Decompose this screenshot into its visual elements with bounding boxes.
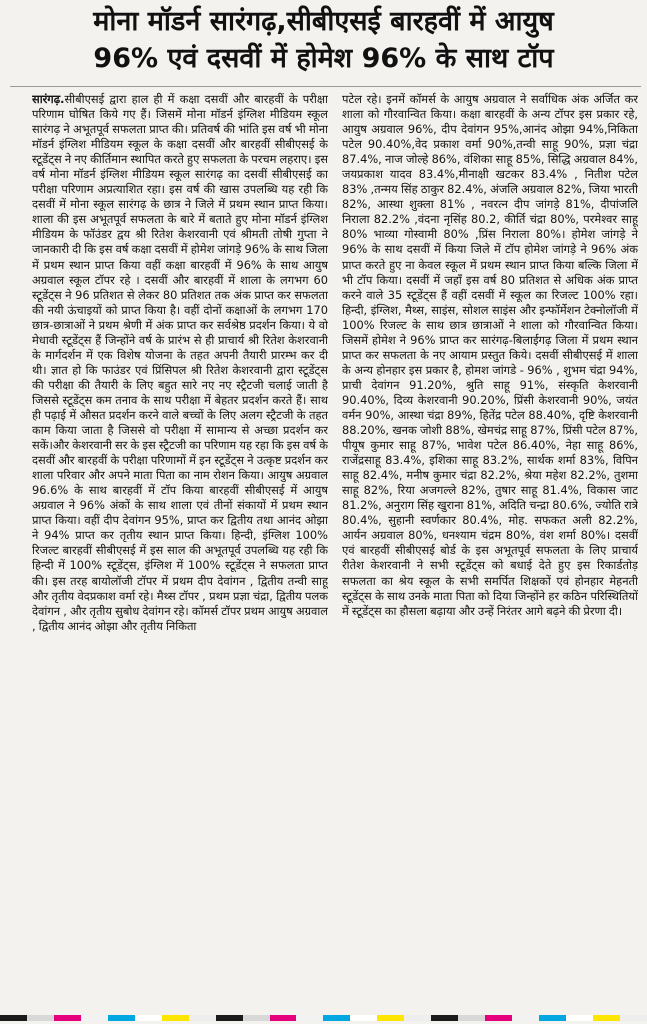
color-swatch xyxy=(54,1015,81,1021)
color-swatch xyxy=(377,1015,404,1021)
color-swatch xyxy=(512,1015,539,1021)
color-swatch xyxy=(350,1015,377,1021)
headline-line-1: मोना मॉडर्न सारंगढ़,सीबीएसई बारहवीं में आयुष xyxy=(93,6,554,37)
print-color-bar xyxy=(0,1012,647,1024)
color-swatch xyxy=(0,1015,27,1021)
color-swatch xyxy=(162,1015,189,1021)
article-column-2 xyxy=(342,92,638,1008)
headline xyxy=(0,0,647,77)
color-swatch xyxy=(296,1015,323,1021)
headline-divider xyxy=(10,86,641,87)
column-1-body: सीबीएसई द्वारा हाल ही में कक्षा दसवीं और बारहवीं के परीक्षा परिणाम घोषित किये गए हैं। जिसमें मोना मॉडर्न इंग्लिश मीडियम स्कूल सारंगढ़ ने अभूतपूर्व सफलता प्राप्त की। प्रतिवर्ष की भांति इस वर्ष भी मोना मॉडर्न इंग्लिश मीडियम स्कूल के कक्षा दसवीं और बारहवीं सीबीएसई के स्टूडेंट्स ने नए कीर्तिमान स्थापित करते हुए सफलता के परचम लहराए। इस वर्ष मोना मॉडर्न इंग्लिश मीडियम स्कूल सारंगढ़ का दसवीं सीबीएसई का परीक्षा परिणाम अप्रत्याशित रहा। इस वर्ष की खास उपलब्धि यह रही कि दसवीं में मोना स्कूल सारंगढ़ के छात्र ने जिले में प्रथम स्थान प्राप्त किया। शाला की इस अभूतपूर्व सफलता के बारे में बताते हुए मोना मॉडर्न इंग्लिश मीडियम के फॉउंडर द्वय श्री रितेश केशरवानी एवं श्रीमती तोषी गुप्ता ने जानकारी दी कि इस वर्ष कक्षा दसवीं में होमेश जांगड़े 96% के साथ जिला में प्रथम स्थान प्राप्त किया वहीं कक्षा बारहवीं में 96% के साथ आयुष अग्रवाल स्कूल टॉपर रहे । दसवीं और बारहवीं में शाला के लगभग 60 स्टूडेंट्स ने 96 प्रतिशत से लेकर 80 प्रतिशत तक अंक प्राप्त कर सफलता की नयी ऊंचाइयों को प्राप्त किया है। वहीं दोनों कक्षाओं के लगभग 170 छात्र-छात्राओं ने प्रथम श्रेणी में अंक प्राप्त कर सर्वश्रेष्ठ प्रदर्शन किया। ये वो मेधावी स्टूडेंट्स हैं जिन्होंने वर्ष के प्रारंभ से ही प्राचार्य श्री रितेश केशरवानी के मार्गदर्शन में एक विशेष योजना के तहत अपनी तैयारी प्रारम्भ कर दी थी। ज्ञात हो कि फाउंडर एवं प्रिंसिपल श्री रितेश केशरवानी द्वारा स्टूडेंट्स की परीक्षा की तैयारी के लिए बहुत सारे नए नए स्ट्रैटजी चलाई जाती है जिससे स्टूडेंट्स कम तनाव के साथ परीक्षा में बेहतर प्रदर्शन करते हैं। साथ ही पढ़ाई में औसत प्रदर्शन करने वाले बच्चों के लिए अलग स्ट्रैटजी के तहत काम किया जाता है जिससे वो परीक्षा में सामान्य से अच्छा प्रदर्शन कर सकें।और केशरवानी सर के इस स्ट्रैटजी का परिणाम यह रहा कि इस वर्ष के दसवीं और बारहवीं के परीक्षा परिणामों में इन स्टूडेंट्स ने उत्कृष्ट प्रदर्शन कर शाला परिवार और अपने माता पिता का नाम रोशन किया। आयुष अग्रवाल 96.6% के साथ बारहवीं में टॉप किया बारहवीं सीबीएसई में आयुष अग्रवाल ने 96% अंकों के साथ शाला एवं तीनों संकायों में प्रथम स्थान प्राप्त किया। वहीं दीप देवांगन 95%, प्राप्त कर द्वितीय तथा आनंद ओझा ने 94% प्राप्त कर तृतीय स्थान प्राप्त किया। हिन्दी, इंग्लिश 100% रिजल्ट बारहवीं सीबीएसई में इस साल की अभूतपूर्व उपलब्धि यह रही कि हिन्दी में 100% स्टूडेंट्स, इंग्लिश में 100% स्टूडेंट्स ने सफलता प्राप्त की। इस तरह बायोलॉजी टॉपर में प्रथम दीप देवांगन , द्वितीय तन्वी साहू और तृतीय वेदप्रकाश वर्मा रहे। मैथ्स टॉपर , प्रथम प्रज्ञा चंद्रा, द्वितीय पलक देवांगन , और तृतीय सुबोध देवांगन रहे। कॉमर्स टॉपर प्रथम आयुष अग्रवाल , द्वितीय आनंद ओझा और तृतीय निकिता xyxy=(32,92,328,633)
color-swatch xyxy=(620,1015,647,1021)
color-swatch xyxy=(539,1015,566,1021)
color-swatch xyxy=(270,1015,297,1021)
color-swatch xyxy=(404,1015,431,1021)
article-column-1 xyxy=(32,92,328,1008)
color-swatch xyxy=(135,1015,162,1021)
color-swatch xyxy=(323,1015,350,1021)
color-swatch xyxy=(485,1015,512,1021)
headline-line-2: 96% एवं दसवीं में होमेश 96% के साथ टॉप xyxy=(93,43,554,74)
color-swatch xyxy=(216,1015,243,1021)
color-swatch xyxy=(108,1015,135,1021)
color-swatch xyxy=(243,1015,270,1021)
article-body xyxy=(32,92,638,1008)
color-swatch xyxy=(27,1015,54,1021)
color-swatch xyxy=(189,1015,216,1021)
color-swatch xyxy=(81,1015,108,1021)
color-swatch xyxy=(458,1015,485,1021)
column-1-text xyxy=(32,92,328,634)
color-swatch xyxy=(431,1015,458,1021)
color-swatch xyxy=(566,1015,593,1021)
color-swatch xyxy=(593,1015,620,1021)
dateline: सारंगढ़. xyxy=(32,92,65,106)
column-2-text: पटेल रहे। इनमें कॉमर्स के आयुष अग्रवाल ने सर्वाधिक अंक अर्जित कर शाला को गौरवान्वित किया। कक्षा बारहवीं के अन्य टॉपर इस प्रकार रहे, आयुष अग्रवाल 96%, दीप देवांगन 95%,आनंद ओझा 94%,निकिता पटेल 90.40%,वेद प्रकाश वर्मा 90%,तन्वी साहू 90%, प्रज्ञा चंद्रा 87.4%, नाज जोल्हे 86%, वंशिका साहू 85%, सिद्धि अग्रवाल 84%, जयप्रकाश यादव 83.4%,मीनाक्षी खटकर 83.4% , नितीश पटेल 83% ,तन्मय सिंह ठाकुर 82.4%, अंजलि अग्रवाल 82%, जिया भारती 82%, आस्था शुक्ला 81% , नवरत्न दीप जांगड़े 81%, दीपांजलि निराला 82.2% ,वंदना नृसिंह 80.2, कीर्ति चंद्रा 80%, परमेश्वर साहू 80% भाव्या गोस्वामी 80% ,प्रिंस निराला 80%। होमेश जांगड़े ने 96% के साथ दसवीं में किया जिले में टॉप होमेश जांगड़े ने 96% अंक प्राप्त करते हुए ना केवल स्कूल में प्रथम स्थान प्राप्त किया बल्कि जिला में भी टॉप किया। दसवीं में जहाँ इस वर्ष 80 प्रतिशत से अधिक अंक प्राप्त करने वाले 35 स्टूडेंट्स हैं वहीं दसवीं में स्कूल का रिजल्ट 100% रहा। हिन्दी, इंग्लिश, मैथ्स, साइंस, सोशल साइंस और इन्फॉर्मेशन टेक्नोलॉजी में 100% रिजल्ट के साथ छात्र छात्राओं ने शाला को गौरवान्वित किया। जिसमें होमेश ने 96% प्राप्त कर सारंगढ़-बिलाईगढ़ जिला में प्रथम स्थान प्राप्त कर सफलता के नए आयाम प्रस्तुत किये। दसवीं सीबीएसई में शाला के अन्य होनहार इस प्रकार है, होमश जांगडे - 96% , शुभम चंद्रा 94%, प्राची देवांगन 91.20%, श्रुति साहू 91%, संस्कृति केशरवानी 90.40%, दिव्य केशरवानी 90.20%, प्रिंसी केशरवानी 90%, जयंत वर्मन 90%, आस्था चंद्रा 89%, हितेंद्र पटेल 88.40%, दृष्टि केशरवानी 88.20%, खनक जोशी 88%, खेमचंद्र साहू 87%, प्रिंसी पटेल 87%, पीयूष कुमार साहू 87%, भावेश पटेल 86.40%, नेहा साहू 86%, राजेंद्रसाहू 83.4%, इशिका साहू 83.2%, सार्थक शर्मा 83%, विपिन साहू 82.4%, मनीष कुमार चंद्रा 82.2%, श्रेया महेश 82.2%, तुशमा साहू 82%, रिया अजगल्ले 82%, तुषार साहू 81.4%, विकास जाट 81.2%, अनुराग सिंह खुराना 81%, अदिति चन्द्रा 80.6%, ज्योति रात्रे 80.4%, सुहानी स्वर्णकार 80.4%, मोह. सफकत अली 82.2%, आर्यन अग्रवाल 80%, धनश्याम चंद्रम 80%, वंश शर्मा 80%। दसवीं एवं बारहवीं सीबीएसई बोर्ड के इस अभूतपूर्व सफलता के लिए प्राचार्य रीतेश केशरवानी ने सभी स्टूडेंट्स को बधाई देते हुए इस रिकार्डतोड़ सफलता का श्रेय स्कूल के सभी समर्पित शिक्षकों एवं होनहार मेहनती स्टूडेंट्स के साथ उनके माता पिता को दिया जिन्होंने हर कठिन परिस्थितियों में स्टूडेंट्स का हौसला बढ़ाया और उन्हें निरंतर आगे बढ़ने की प्रेरणा दी। xyxy=(342,92,638,618)
